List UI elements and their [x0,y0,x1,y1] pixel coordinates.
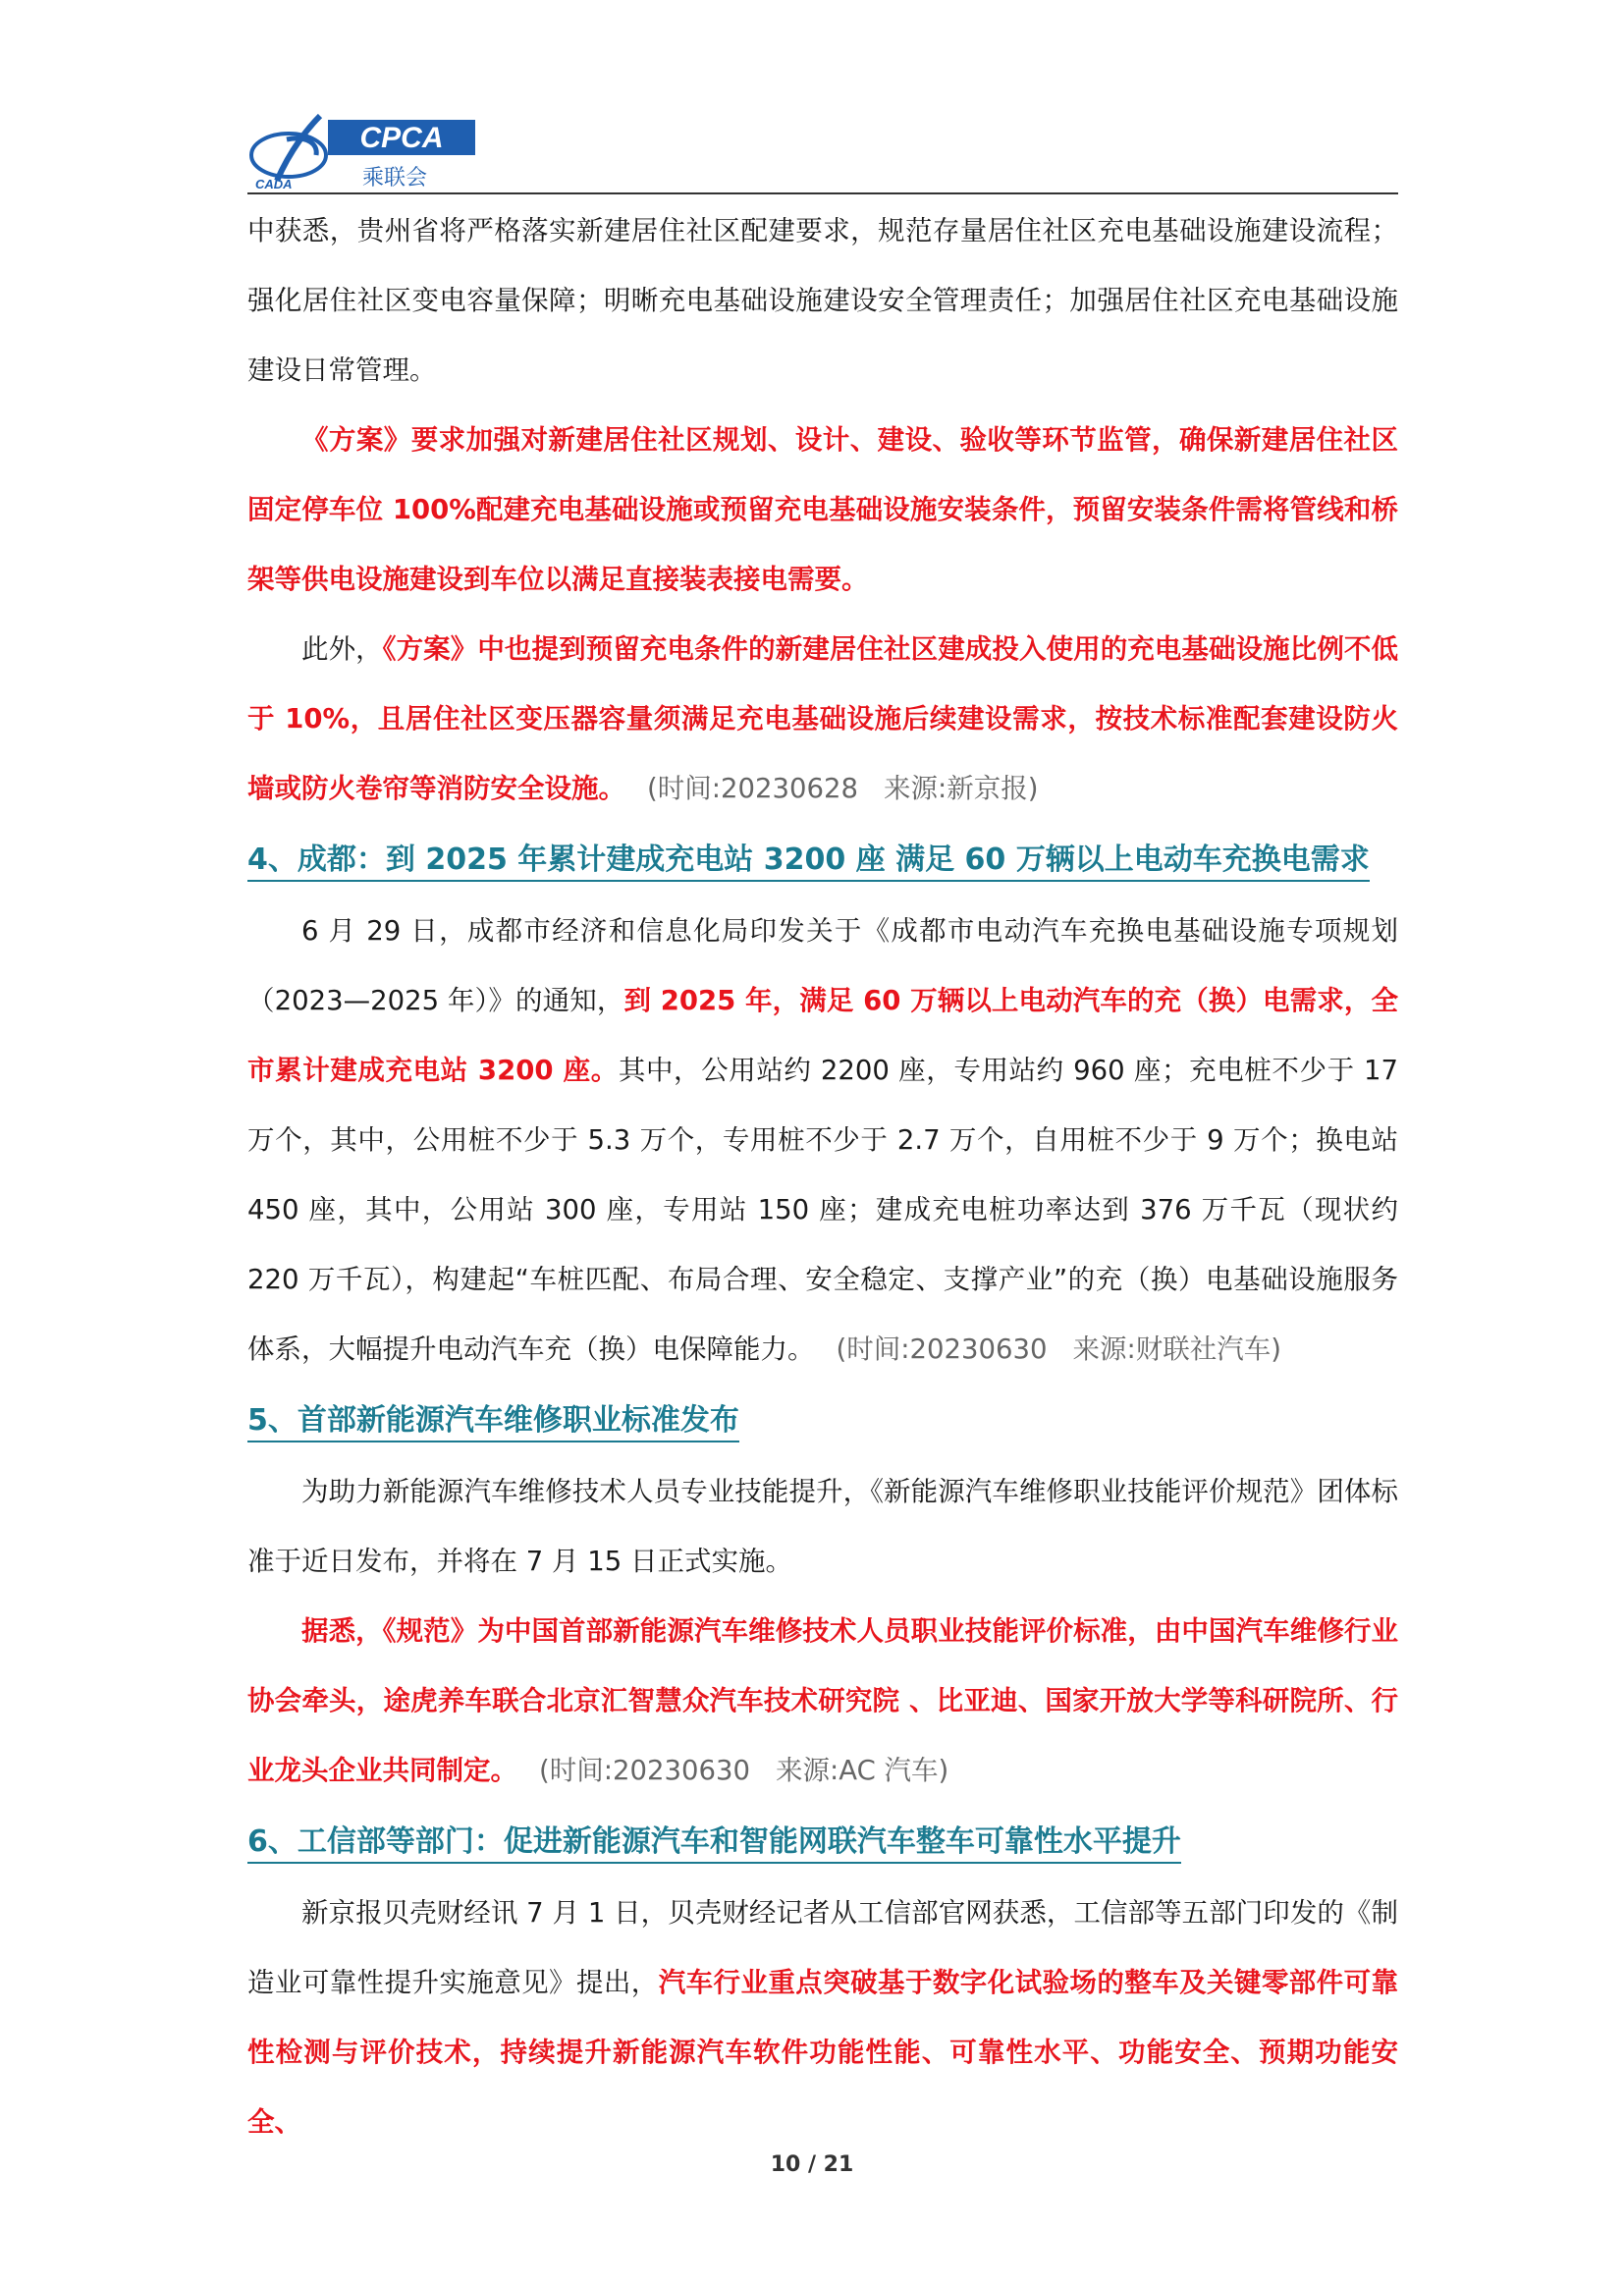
body-text: 为助力新能源汽车维修技术人员专业技能提升，《新能源汽车维修职业技能评价规范》团体标准于近日发布，并将在 7 月 15 日正式实施。 [247,1476,1398,1577]
section-heading [247,1806,1398,1878]
paragraph [247,1457,1398,1597]
source-note [837,1333,1281,1365]
highlight-text: 《方案》中也提到预留充电条件的新建居住社区建成投入使用的充电基础设施比例不低于 10%，且居住社区变压器容量须满足充电基础设施后续建设需求，按技术标准配套建设防火墙或防火卷帘等消防安全设施。 [247,633,1399,804]
source-outlet: 来源:财联社汽车) [1072,1333,1281,1365]
paragraph [247,196,1398,406]
source-time: (时间:20230630 [836,1333,1048,1365]
header-rule [247,192,1398,194]
paragraph [247,1597,1398,1806]
page-number: 10 / 21 [770,2152,854,2177]
cpca-logo [247,110,483,192]
source-time: (时间:20230628 [647,773,858,804]
highlight-text: 据悉，《规范》为中国首部新能源汽车维修技术人员职业技能评价标准，由中国汽车维修行业协会牵头，途虎养车联合北京汇智慧众汽车技术研究院 、比亚迪、国家开放大学等科研院所、行业龙头企业共同制定。 [247,1615,1398,1786]
body-text: 中获悉，贵州省将严格落实新建居住社区配建要求，规范存量居住社区充电基础设施建设流程；强化居住社区变电容量保障；明晰充电基础设施建设安全管理责任；加强居住社区充电基础设施建设日常管理。 [247,215,1398,386]
highlight-text: 《方案》要求加强对新建居住社区规划、设计、建设、验收等环节监管，确保新建居住社区固定停车位 100%配建充电基础设施或预留充电基础设施安装条件，预留安装条件需将管线和桥架等供电设施建设到车位以满足直接装表接电需要。 [247,424,1398,595]
svg-text:乘联会: 乘联会 [361,166,428,190]
paragraph [247,615,1398,824]
highlight-text: 到 2025 年，满足 60 万辆以上电动汽车的充（换）电需求，全市累计建成充电站 3200 座。 [247,985,1398,1086]
page-header [247,110,1398,196]
body-text: 其中，公用站约 2200 座，专用站约 960 座；充电桩不少于 17 万个，其中，公用桩不少于 5.3 万个，专用桩不少于 2.7 万个，自用桩不少于 9 万个；换电站 450 座，其中，公用站 300 座，专用站 150 座；建成充电桩功率达到 376 万千瓦（现状约 220 万千瓦），构建起“车桩匹配、布局合理、安全稳定、支撑产业”的充（换）电基础设施服务体系，大幅提升电动汽车充（换）电保障能力。 [247,1055,1398,1365]
section-heading-text: 4、成都：到 2025 年累计建成充电站 3200 座 满足 60 万辆以上电动车充换电需求 [247,843,1370,882]
highlight-text: 汽车行业重点突破基于数字化试验场的整车及关键零部件可靠性检测与评价技术，持续提升新能源汽车软件功能性能、可靠性水平、功能安全、预期功能安全、 [247,1967,1398,2138]
paragraph [247,1878,1398,2157]
source-outlet: 来源:AC 汽车) [775,1755,949,1786]
svg-text:CADA: CADA [255,177,293,191]
body-text: 新京报贝壳财经讯 7 月 1 日，贝壳财经记者从工信部官网获悉，工信部等五部门印发的《制造业可靠性提升实施意见》提出， [247,1897,1398,1998]
source-note [647,773,1038,804]
section-heading-text: 5、首部新能源汽车维修职业标准发布 [247,1403,739,1442]
source-time: (时间:20230630 [539,1755,750,1786]
source-outlet: 来源:新京报) [883,773,1039,804]
paragraph [247,406,1398,615]
source-note [539,1755,948,1786]
body-text: 此外， [301,633,383,665]
section-heading-text: 6、工信部等部门：促进新能源汽车和智能网联汽车整车可靠性水平提升 [247,1824,1181,1864]
body-text: 6 月 29 日，成都市经济和信息化局印发关于《成都市电动汽车充换电基础设施专项规划（2023—2025 年）》的通知， [247,915,1398,1016]
section-heading [247,824,1398,897]
article-body [247,196,1398,2157]
section-heading [247,1385,1398,1457]
svg-text:CPCA: CPCA [359,122,444,154]
paragraph [247,897,1398,1385]
